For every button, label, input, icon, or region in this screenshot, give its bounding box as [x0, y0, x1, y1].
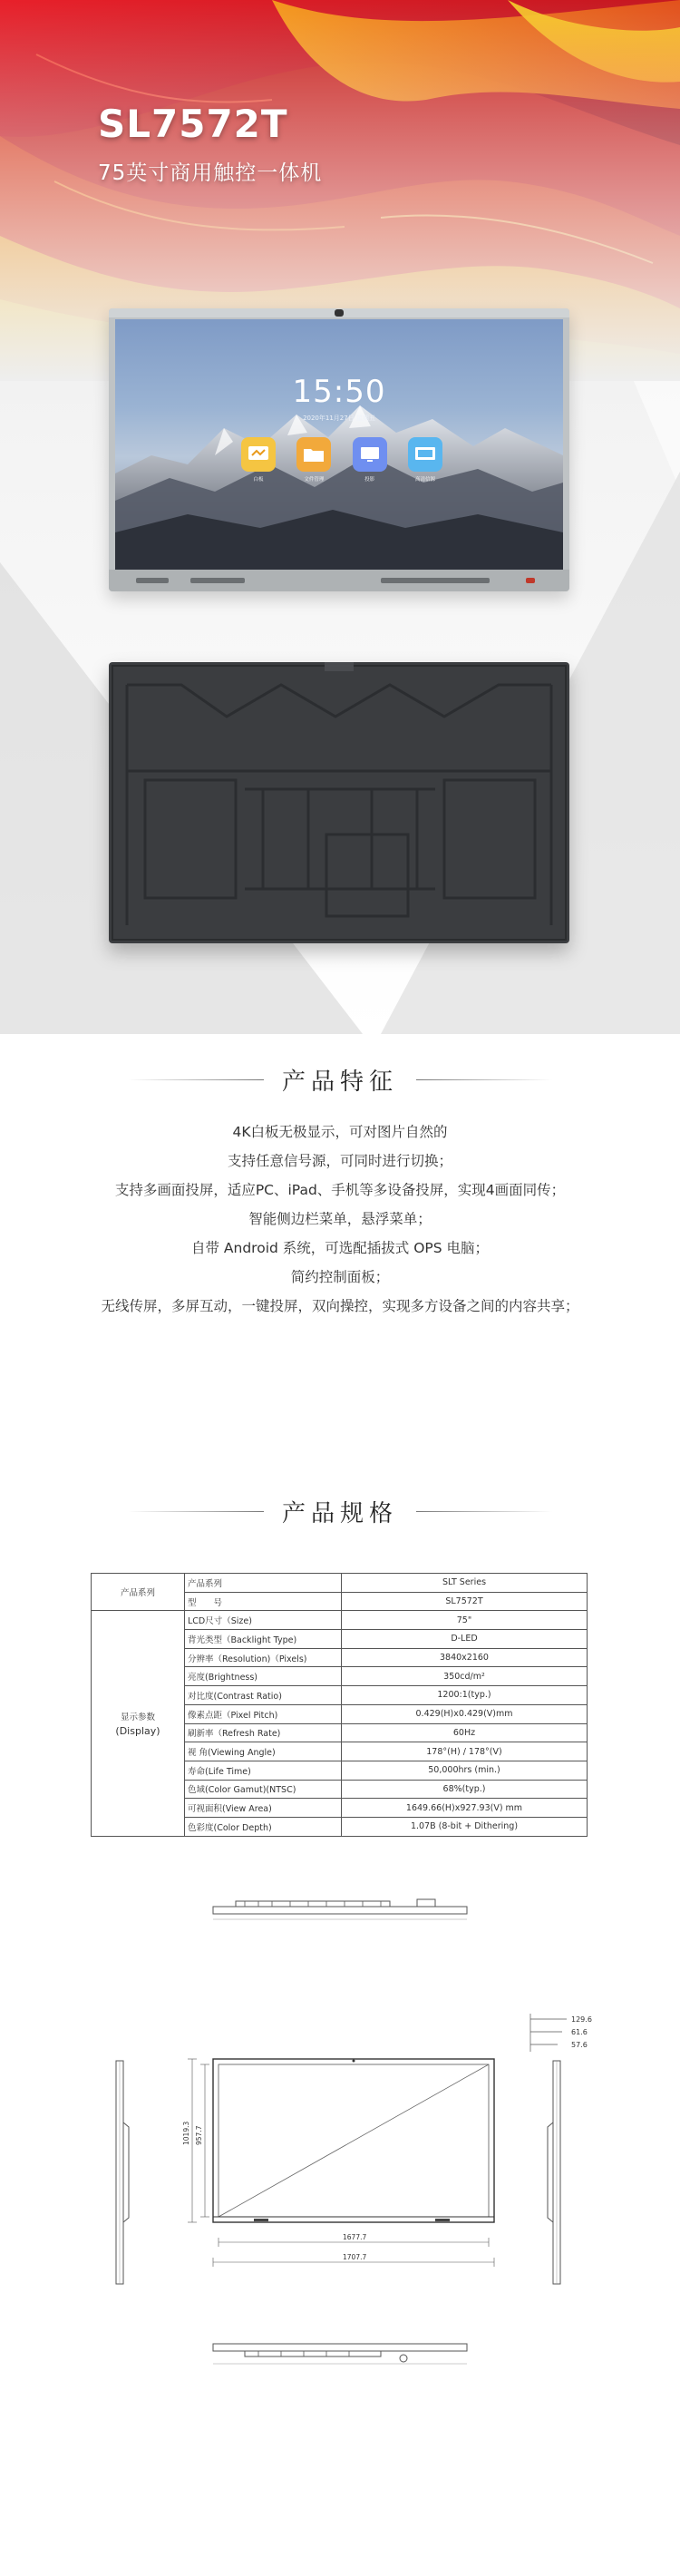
- feature-item: 无线传屏，多屏互动，一键投屏，双向操控，实现多方设备之间的内容共享；: [101, 1298, 579, 1314]
- display-group-label-en: (Display): [115, 1725, 160, 1737]
- feature-item: 支持多画面投屏，适应PC、iPad、手机等多设备投屏，实现4画面同传；: [114, 1182, 566, 1198]
- table-row: [92, 1611, 588, 1630]
- feature-item: 支持任意信号源，可同时进行切换；: [227, 1153, 452, 1169]
- param-cell: LCD尺寸（Size): [185, 1611, 342, 1630]
- specs-title: 产品规格: [281, 1500, 398, 1527]
- spec-table: [91, 1573, 588, 1837]
- power-indicator: [526, 578, 535, 583]
- hd-source-app-icon: [408, 437, 442, 472]
- value-cell: 1649.66(H)x927.93(V) mm: [342, 1799, 588, 1818]
- heading-divider-left: [128, 1511, 264, 1512]
- param-cell: 背光类型（Backlight Type): [185, 1630, 342, 1649]
- value-cell: 1.07B (8-bit + Dithering): [342, 1817, 588, 1836]
- display-group-cell: [92, 1611, 185, 1836]
- product-model-title: SL7572T: [98, 102, 288, 146]
- value-cell: 350cd/m²: [342, 1667, 588, 1686]
- front-speaker-grille: [381, 578, 490, 583]
- param-cell: 刷新率（Refresh Rate): [185, 1723, 342, 1742]
- outer-width-label: 1707.7: [343, 2253, 367, 2261]
- depth-mid-label: 61.6: [571, 2028, 588, 2036]
- display-group-label: 显示参数: [120, 1712, 155, 1722]
- product-subtitle: 75英寸商用触控一体机: [98, 161, 323, 185]
- heading-divider-right: [416, 1511, 552, 1512]
- value-cell: 0.429(H)x0.429(V)mm: [342, 1704, 588, 1723]
- param-cell: 视 角(Viewing Angle): [185, 1742, 342, 1761]
- inner-height-label: 957.7: [195, 2125, 203, 2145]
- app-launcher: [238, 437, 446, 483]
- folder-app-icon: [296, 437, 331, 472]
- value-cell: D-LED: [342, 1630, 588, 1649]
- depth-thin-label: 57.6: [571, 2041, 588, 2049]
- feature-item: 简约控制面板；: [290, 1269, 390, 1285]
- features-list: [0, 1117, 680, 1321]
- feature-item: 自带 Android 系统，可选配插拔式 OPS 电脑；: [190, 1240, 490, 1256]
- app-label: 投影: [364, 477, 375, 483]
- value-cell: 3840x2160: [342, 1648, 588, 1667]
- display-front-view: [109, 308, 569, 591]
- hero-banner: [0, 0, 680, 1034]
- value-cell: 75": [342, 1611, 588, 1630]
- screen-clock: 15:50: [292, 374, 386, 410]
- feature-item: 4K白板无极显示，可对图片自然的: [232, 1124, 448, 1140]
- app-label: 高清信源: [414, 477, 435, 483]
- back-panel-drawing: [109, 662, 569, 943]
- heading-divider-left: [128, 1079, 264, 1080]
- depth-total-label: 129.6: [571, 2015, 592, 2024]
- param-cell: 色彩度(Color Depth): [185, 1817, 342, 1836]
- value-cell: 68%(typ.): [342, 1780, 588, 1799]
- bottom-view-drawing: [209, 2337, 471, 2367]
- front-view-dimension-drawing: [172, 2050, 508, 2290]
- param-cell: 色域(Color Gamut)(NTSC): [185, 1780, 342, 1799]
- value-cell: 178°(H) / 178°(V): [342, 1742, 588, 1761]
- display-back-view: [109, 662, 569, 943]
- param-cell: 型 号: [185, 1592, 342, 1611]
- left-side-view-drawing: [111, 2059, 132, 2286]
- app-hd-source[interactable]: [404, 437, 446, 483]
- right-side-view-drawing: [544, 2059, 566, 2286]
- feature-item: 智能侧边栏菜单，悬浮菜单；: [248, 1211, 432, 1227]
- features-heading: [0, 1063, 680, 1097]
- depth-dimensions: [526, 2012, 617, 2054]
- value-cell: 50,000hrs (min.): [342, 1761, 588, 1780]
- param-cell: 寿命(Life Time): [185, 1761, 342, 1780]
- value-cell: 1200:1(typ.): [342, 1686, 588, 1705]
- usb-port: [136, 578, 169, 583]
- table-row: [92, 1574, 588, 1593]
- param-cell: 对比度(Contrast Ratio): [185, 1686, 342, 1705]
- value-cell: SL7572T: [342, 1592, 588, 1611]
- app-file-manager[interactable]: [293, 437, 335, 483]
- app-label: 白板: [253, 477, 264, 483]
- front-speaker-grille: [190, 578, 245, 583]
- param-cell: 亮度(Brightness): [185, 1667, 342, 1686]
- value-cell: SLT Series: [342, 1574, 588, 1593]
- param-cell: 像素点距（Pixel Pitch): [185, 1704, 342, 1723]
- whiteboard-app-icon: [241, 437, 276, 472]
- camera-icon: [335, 309, 344, 317]
- app-whiteboard[interactable]: [238, 437, 279, 483]
- inner-width-label: 1677.7: [343, 2233, 367, 2241]
- screen-date: 2020年11月27日 星期五: [303, 415, 375, 422]
- app-label: 文件管理: [304, 477, 325, 483]
- param-cell: 可视面积(View Area): [185, 1799, 342, 1818]
- outer-height-label: 1019.3: [182, 2121, 190, 2145]
- value-cell: 60Hz: [342, 1723, 588, 1742]
- app-projection[interactable]: [349, 437, 391, 483]
- param-cell: 分辨率（Resolution)（Pixels): [185, 1648, 342, 1667]
- features-title: 产品特征: [281, 1068, 398, 1096]
- display-screen: [115, 319, 563, 570]
- projection-app-icon: [353, 437, 387, 472]
- heading-divider-right: [416, 1079, 552, 1080]
- front-control-bar: [109, 570, 569, 591]
- specs-heading: [0, 1495, 680, 1528]
- param-cell: 产品系列: [185, 1574, 342, 1593]
- series-group-cell: 产品系列: [92, 1574, 185, 1611]
- top-view-drawing: [209, 1896, 471, 1927]
